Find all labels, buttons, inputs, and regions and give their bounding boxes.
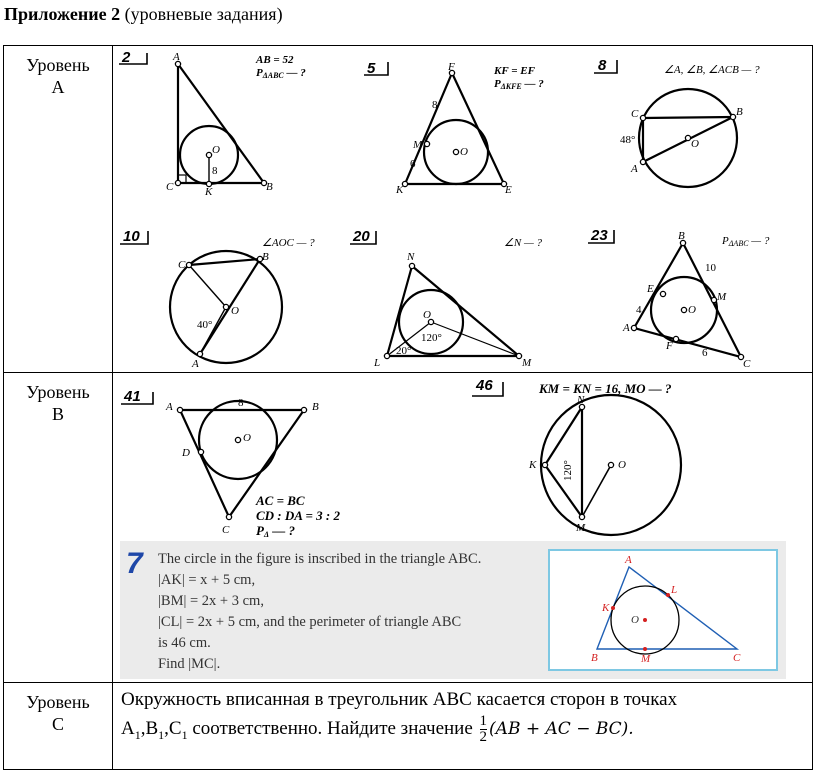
p7-line: |BM| = 2x + 3 cm,: [158, 593, 264, 609]
p8-find: ∠A, ∠B, ∠ACB — ?: [664, 64, 760, 76]
p5-side-8: 8: [432, 99, 438, 111]
problem-2-number: 2: [122, 49, 131, 66]
p7-line: |CL| = 2x + 5 cm, and the perimeter of triangle ABC: [158, 614, 462, 630]
p10-label-b: B: [262, 251, 269, 263]
level-c-text: [121, 685, 677, 750]
problem-7-text: [158, 549, 481, 675]
p8-angle: 48°: [620, 134, 636, 146]
p20-label-n: N: [407, 251, 415, 263]
level-c-line2: $А_1,В_1,С_1$ соответственно. Найдите значение $\frac{1}{2}$ (AB + AC − BC).: [121, 713, 634, 746]
p20-label-o: O: [423, 309, 431, 321]
p41-given2: CD : DA = 3 : 2: [256, 508, 340, 523]
p20-angle-20: 20°: [396, 345, 412, 357]
problem-7-figure: [548, 549, 778, 671]
p7-label-c: C: [733, 652, 741, 664]
p5-label-e: E: [505, 184, 512, 196]
p46-angle: 120°: [562, 460, 574, 481]
p23-label-m: M: [717, 291, 727, 303]
p2-label-o: O: [212, 144, 220, 156]
p23-side-10: 10: [705, 262, 716, 274]
p7-line: The circle in the figure is inscribed in the triangle ABC.: [158, 551, 482, 567]
p2-given: AB = 52: [256, 54, 294, 66]
p7-line: is 46 cm.: [158, 635, 211, 651]
p46-label-k: K: [529, 459, 537, 471]
p8-label-b: B: [736, 106, 743, 118]
p7-label-a: A: [625, 554, 632, 566]
level-b-word: Уровень: [26, 382, 90, 402]
p10-angle: 40°: [197, 319, 213, 331]
p10-label-a: A: [192, 358, 199, 370]
p23-label-e: E: [647, 283, 654, 295]
p23-find: PΔABC — ?: [722, 235, 770, 248]
p23-label-o: O: [688, 304, 696, 316]
p10-label-c: C: [178, 259, 186, 271]
p23-side-4: 4: [636, 304, 642, 316]
p20-find: ∠N — ?: [504, 237, 542, 249]
p7-line: Find |MC|.: [158, 656, 221, 672]
p8-label-c: C: [631, 108, 639, 120]
p7-label-b: B: [591, 652, 598, 664]
level-c-word: Уровень: [26, 692, 90, 712]
p23-label-a: A: [623, 322, 630, 334]
problem-20-number: 20: [353, 228, 370, 245]
level-b-letter: В: [51, 404, 64, 424]
p2-label-r: 8: [212, 165, 218, 177]
level-a-letter: А: [51, 77, 65, 97]
p7-label-l: L: [671, 584, 678, 596]
problem-7-panel: [120, 541, 786, 679]
p5-label-k: K: [396, 184, 404, 196]
p41-label-d: D: [182, 447, 190, 459]
p5-find: PΔKFE — ?: [494, 78, 544, 91]
p2-find: PΔABC — ?: [256, 67, 306, 80]
p20-angle-120: 120°: [421, 332, 442, 344]
p46-label-m: M: [576, 522, 586, 534]
p23-label-c: C: [743, 358, 751, 370]
problem-5-number: 5: [367, 60, 376, 77]
p23-label-f: F: [666, 340, 673, 352]
p41-given1: AC = BC: [256, 493, 305, 508]
p20-label-l: L: [374, 357, 381, 369]
p46-given: KM = KN = 16, MO — ?: [539, 381, 672, 396]
p8-label-o: O: [691, 138, 699, 150]
p20-label-m: M: [522, 357, 532, 369]
p7-label-k: K: [602, 602, 610, 614]
p23-label-b: B: [678, 230, 685, 242]
problem-10-number: 10: [123, 228, 140, 245]
p2-label-a: A: [173, 51, 180, 63]
problem-41-number: 41: [124, 388, 141, 405]
problem-23-number: 23: [591, 227, 608, 244]
p41-side-8: 8: [238, 397, 244, 409]
p7-label-o: O: [631, 614, 639, 626]
p2-label-b: B: [266, 181, 273, 193]
page-title: Приложение 2 (уровневые задания): [4, 4, 283, 24]
problem-7-number: 7: [126, 547, 143, 580]
p41-label-a: A: [166, 401, 173, 413]
p5-given: KF = EF: [494, 65, 535, 77]
p46-label-o: O: [618, 459, 626, 471]
p10-label-o: O: [231, 305, 239, 317]
p5-label-m: M: [413, 139, 423, 151]
level-c-letter: С: [51, 714, 64, 734]
p7-label-m: M: [641, 653, 651, 665]
p41-label-o: O: [243, 432, 251, 444]
level-c-expression: (AB + AC − BC).: [489, 719, 634, 739]
p41-label-c: C: [222, 524, 230, 536]
problem-46-number: 46: [476, 377, 493, 394]
p7-line: |AK| = x + 5 cm,: [158, 572, 256, 588]
p2-label-k: K: [205, 186, 213, 198]
p2-label-c: C: [166, 181, 174, 193]
p10-find: ∠AOC — ?: [262, 237, 315, 249]
p23-side-6: 6: [702, 347, 708, 359]
p5-side-6: 6: [410, 158, 416, 170]
problem-8-number: 8: [598, 57, 607, 74]
p5-label-o: O: [460, 146, 468, 158]
p41-find: PΔ — ?: [256, 523, 295, 539]
level-a-word: Уровень: [26, 55, 90, 75]
p5-label-f: F: [448, 61, 455, 73]
half-fraction: $\frac{1}{2}$: [479, 713, 488, 746]
p41-label-b: B: [312, 401, 319, 413]
p8-label-a: A: [631, 163, 638, 175]
p46-label-n: N: [577, 394, 585, 406]
level-c-line1: Окружность вписанная в треугольник АВС касается сторон в точках: [121, 689, 678, 710]
